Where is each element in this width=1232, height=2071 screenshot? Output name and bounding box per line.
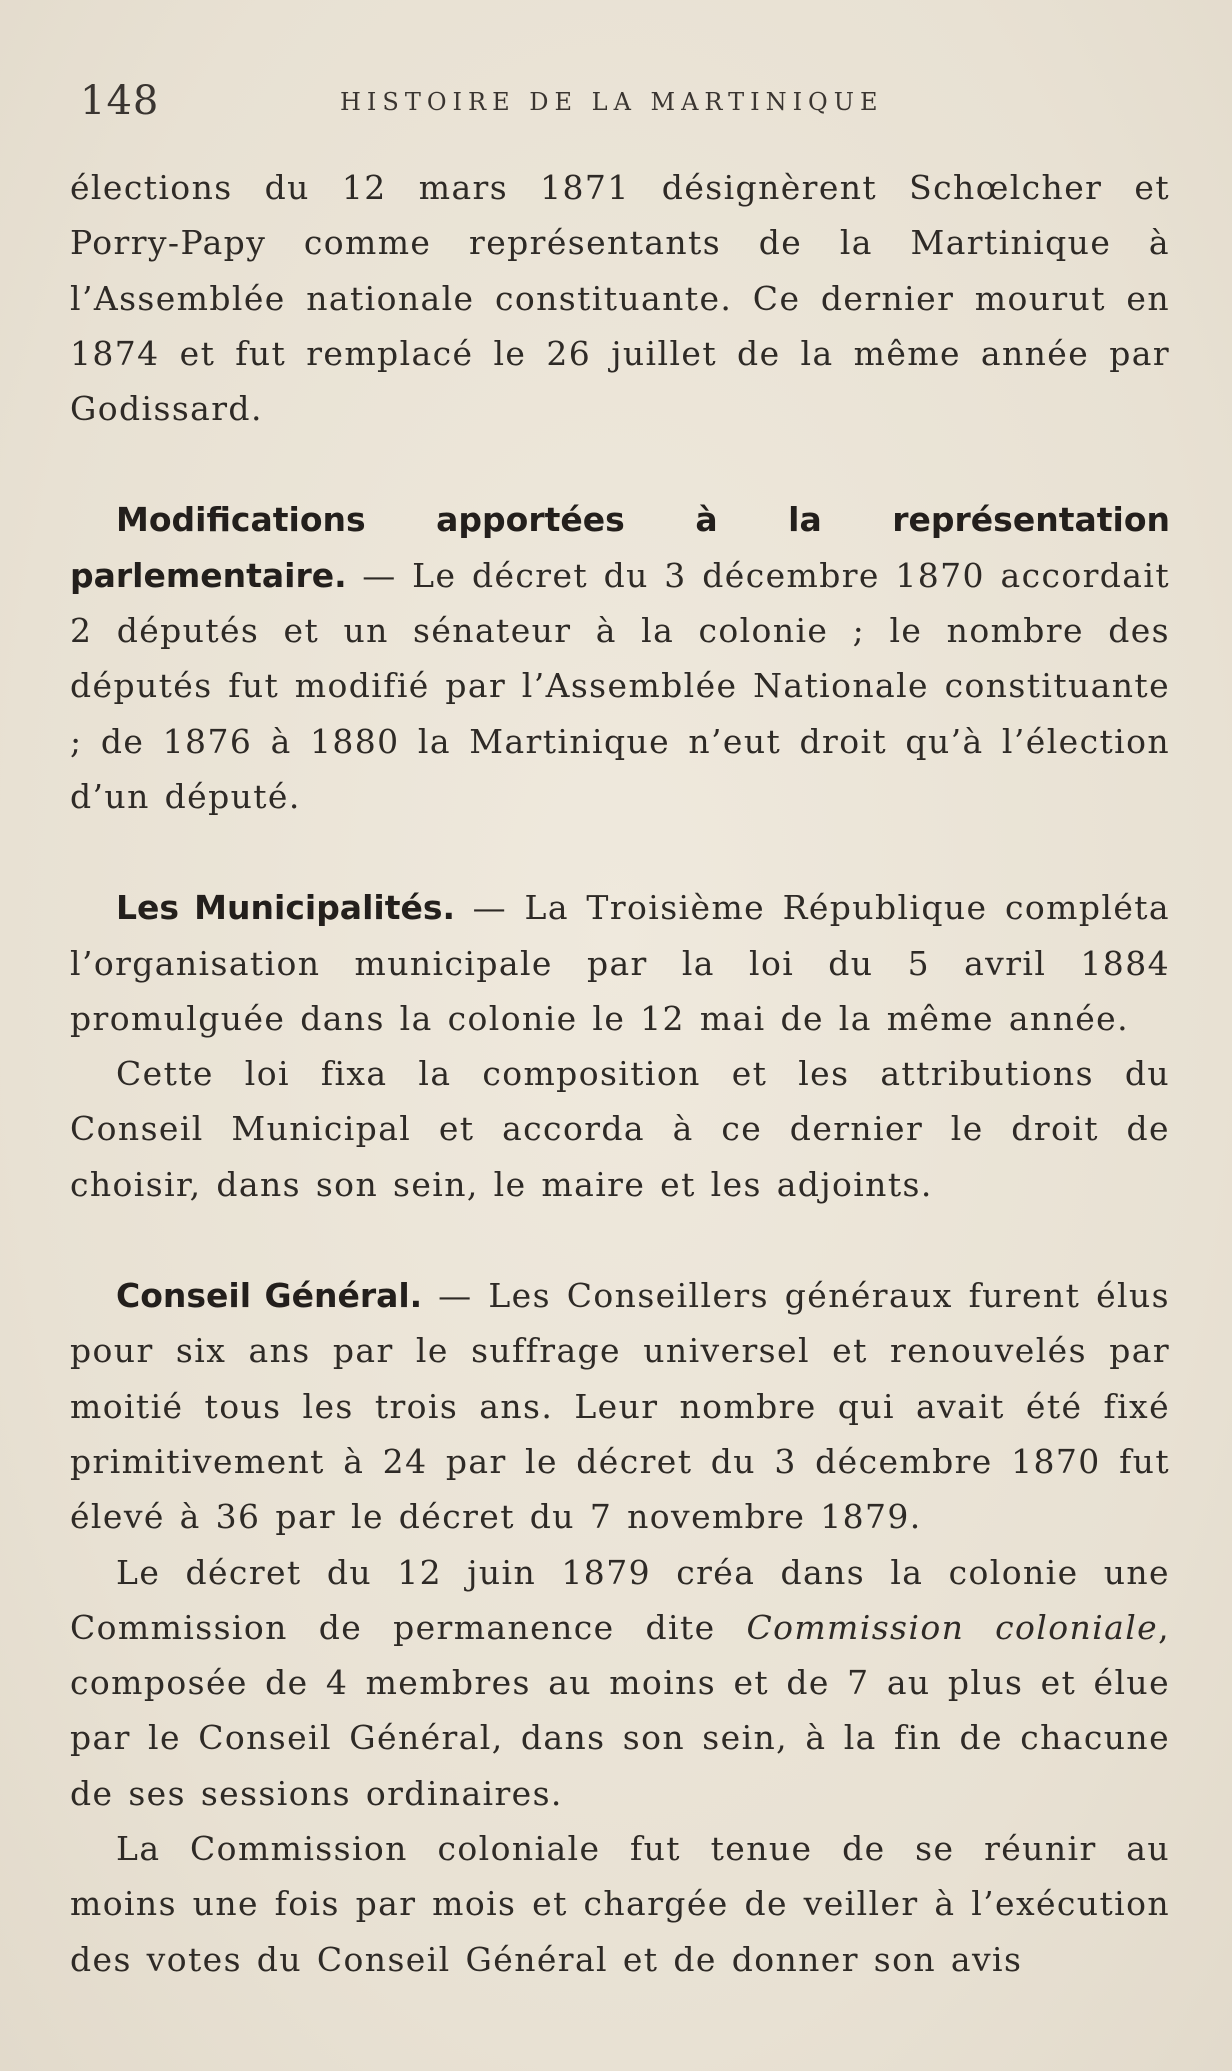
heading-conseil-general: Conseil Général. [116, 1276, 423, 1316]
heading-representation: Modifications apportées à la représentation parlementaire. [70, 500, 1170, 595]
paragraph-representation [70, 492, 1170, 824]
paragraph-conseil-general [70, 1268, 1170, 1544]
paragraph-conseil-general-text: — Les Conseillers généraux furent élus pour six ans par le suffrage universel et renouvelés par moitié tous les trois ans. Leur nombre qui avait été fixé primitivement à 24 par le décret du 3 décembre 1870 fut élevé à 36 par le décret du 7 novembre 1879. [70, 1276, 1170, 1537]
paragraph-municipalites [70, 880, 1170, 1046]
paragraph-representation-text: — Le décret du 3 décembre 1870 accordait 2 députés et un sénateur à la colonie ; le nombre des députés fut modifié par l’Assemblée Nationale constituante ; de 1876 à 1880 la Martinique n’eut droit qu’à l’élection d’un député. [70, 555, 1170, 816]
heading-municipalites: Les Municipalités. [116, 888, 456, 928]
paragraph-commission-text-end: , composée de 4 membres au moins et de 7 au plus et élue par le Conseil Général, dans son sein, à la fin de chacune de ses sessions ordinaires. [70, 1607, 1170, 1813]
page-header [80, 78, 1170, 128]
paragraph-municipalites-text: — La Troisième République compléta l’organisation municipale par la loi du 5 avril 1884 promulguée dans la colonie le 12 mai de la même année. [70, 888, 1171, 1038]
running-title: HISTOIRE DE LA MARTINIQUE [340, 88, 884, 116]
paragraph-commission [70, 1545, 1170, 1821]
paragraph-commission-role-text: La Commission coloniale fut tenue de se réunir au moins une fois par mois et chargée de veiller à l’exécution des votes du Conseil Général et de donner son avis [70, 1829, 1170, 1979]
paragraph-elections-text: élections du 12 mars 1871 désignèrent Schœlcher et Porry-Papy comme représentants de la Martinique à l’Assemblée nationale constituante. Ce dernier mourut en 1874 et fut remplacé le 26 juillet de la même année par Godissard. [70, 168, 1170, 429]
paragraph-loi-composition-text: Cette loi fixa la composition et les attributions du Conseil Municipal et accorda à ce dernier le droit de choisir, dans son sein, le maire et les adjoints. [70, 1054, 1170, 1204]
page-number: 148 [80, 78, 160, 124]
page-body [70, 160, 1170, 1987]
paragraph-commission-role [70, 1821, 1170, 1987]
paragraph-elections [70, 160, 1170, 436]
paragraph-loi-composition [70, 1046, 1170, 1212]
commission-coloniale-italic: Commission coloniale [746, 1607, 1159, 1647]
paragraph-commission-text-start: Le décret du 12 juin 1879 créa dans la colonie une Commission de permanence dite [70, 1552, 1170, 1647]
